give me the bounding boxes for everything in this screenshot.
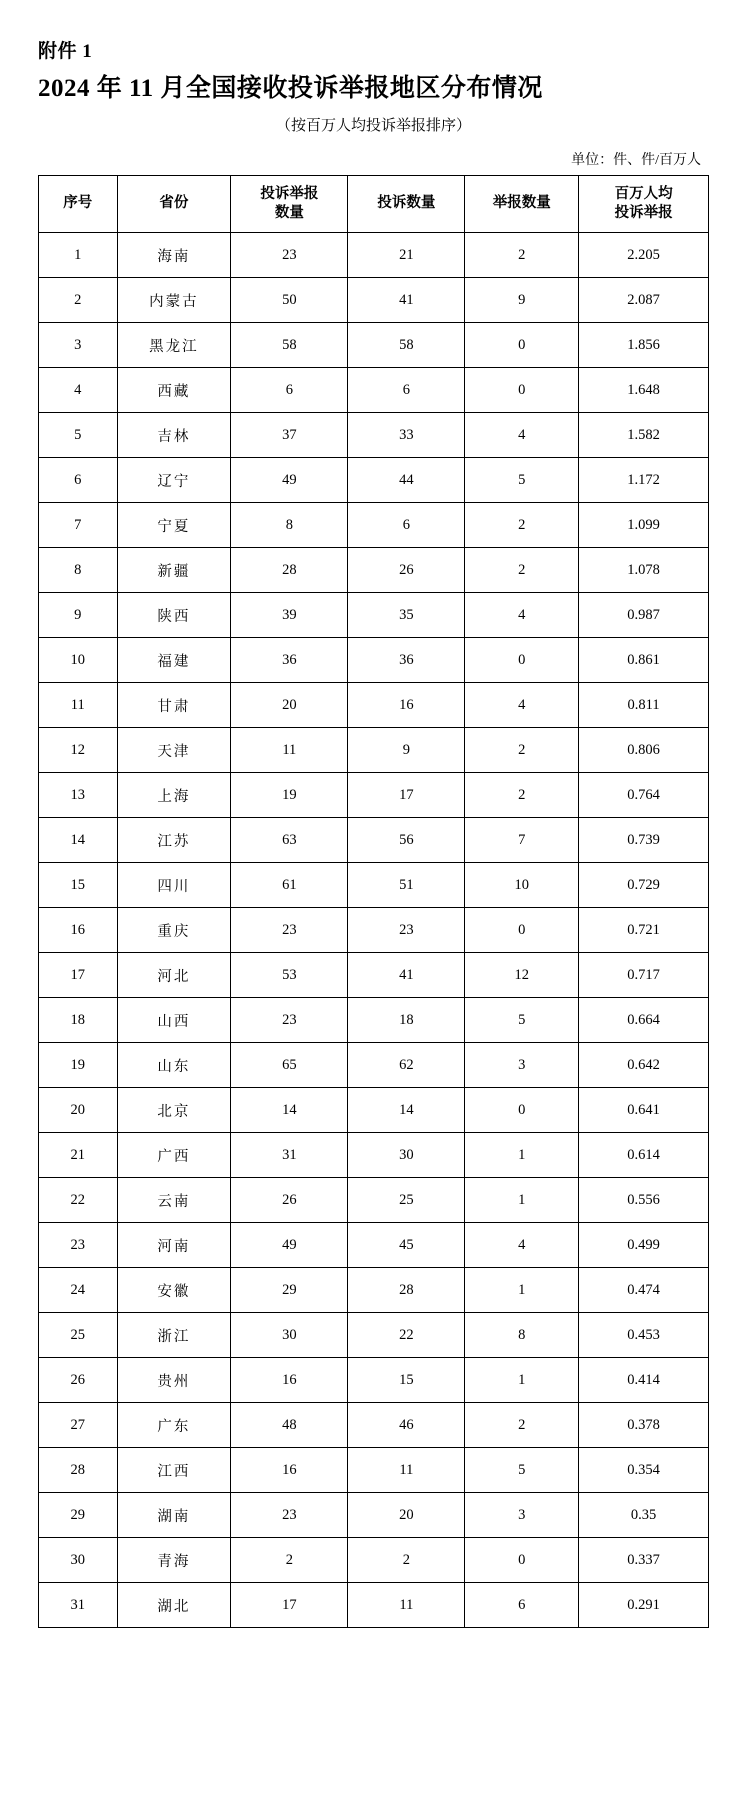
cell-complaints: 30	[348, 1133, 465, 1178]
cell-province: 湖北	[117, 1583, 231, 1628]
cell-per-million: 1.582	[579, 413, 709, 458]
cell-index: 2	[39, 278, 118, 323]
column-header-complaints: 投诉数量	[348, 176, 465, 233]
table-row	[39, 593, 709, 638]
cell-province: 陕西	[117, 593, 231, 638]
cell-province: 江西	[117, 1448, 231, 1493]
cell-complaints: 18	[348, 998, 465, 1043]
cell-per-million: 1.172	[579, 458, 709, 503]
cell-total: 2	[231, 1538, 348, 1583]
cell-complaints: 35	[348, 593, 465, 638]
cell-per-million: 1.099	[579, 503, 709, 548]
cell-index: 17	[39, 953, 118, 998]
cell-index: 6	[39, 458, 118, 503]
cell-complaints: 20	[348, 1493, 465, 1538]
cell-province: 河北	[117, 953, 231, 998]
cell-index: 18	[39, 998, 118, 1043]
cell-reports: 4	[465, 683, 579, 728]
cell-reports: 1	[465, 1268, 579, 1313]
cell-per-million: 0.474	[579, 1268, 709, 1313]
cell-per-million: 0.291	[579, 1583, 709, 1628]
table-header-row	[39, 176, 709, 233]
cell-province: 广东	[117, 1403, 231, 1448]
cell-index: 26	[39, 1358, 118, 1403]
cell-province: 福建	[117, 638, 231, 683]
cell-complaints: 22	[348, 1313, 465, 1358]
table-row	[39, 1358, 709, 1403]
table-row	[39, 1133, 709, 1178]
cell-total: 30	[231, 1313, 348, 1358]
cell-total: 26	[231, 1178, 348, 1223]
cell-total: 61	[231, 863, 348, 908]
column-header-total-line1: 投诉举报	[260, 185, 319, 202]
table-row	[39, 1178, 709, 1223]
cell-per-million: 0.861	[579, 638, 709, 683]
cell-complaints: 11	[348, 1448, 465, 1493]
table-row	[39, 998, 709, 1043]
cell-per-million: 0.739	[579, 818, 709, 863]
table-row	[39, 728, 709, 773]
cell-reports: 3	[465, 1043, 579, 1088]
cell-per-million: 0.721	[579, 908, 709, 953]
cell-index: 23	[39, 1223, 118, 1268]
cell-reports: 10	[465, 863, 579, 908]
cell-province: 海南	[117, 233, 231, 278]
cell-reports: 2	[465, 773, 579, 818]
cell-total: 58	[231, 323, 348, 368]
cell-reports: 2	[465, 728, 579, 773]
cell-province: 上海	[117, 773, 231, 818]
cell-complaints: 17	[348, 773, 465, 818]
cell-complaints: 46	[348, 1403, 465, 1448]
table-row	[39, 1583, 709, 1628]
cell-reports: 2	[465, 1403, 579, 1448]
column-header-total	[231, 176, 348, 233]
cell-reports: 5	[465, 1448, 579, 1493]
table-row	[39, 773, 709, 818]
cell-total: 23	[231, 233, 348, 278]
cell-index: 10	[39, 638, 118, 683]
cell-total: 20	[231, 683, 348, 728]
cell-per-million: 0.35	[579, 1493, 709, 1538]
column-header-reports: 举报数量	[465, 176, 579, 233]
cell-per-million: 2.087	[579, 278, 709, 323]
cell-province: 四川	[117, 863, 231, 908]
cell-reports: 2	[465, 233, 579, 278]
cell-per-million: 0.354	[579, 1448, 709, 1493]
cell-total: 49	[231, 1223, 348, 1268]
cell-complaints: 26	[348, 548, 465, 593]
cell-reports: 5	[465, 998, 579, 1043]
cell-total: 50	[231, 278, 348, 323]
cell-province: 宁夏	[117, 503, 231, 548]
cell-index: 3	[39, 323, 118, 368]
cell-reports: 3	[465, 1493, 579, 1538]
column-header-index: 序号	[39, 176, 118, 233]
cell-total: 49	[231, 458, 348, 503]
cell-province: 重庆	[117, 908, 231, 953]
cell-index: 13	[39, 773, 118, 818]
cell-total: 23	[231, 1493, 348, 1538]
table-header	[39, 176, 709, 233]
cell-total: 16	[231, 1448, 348, 1493]
cell-province: 山西	[117, 998, 231, 1043]
column-header-province: 省份	[117, 176, 231, 233]
cell-reports: 4	[465, 1223, 579, 1268]
cell-complaints: 23	[348, 908, 465, 953]
cell-per-million: 0.717	[579, 953, 709, 998]
cell-reports: 1	[465, 1133, 579, 1178]
column-header-total-line2: 数量	[274, 205, 304, 222]
cell-per-million: 0.764	[579, 773, 709, 818]
cell-per-million: 0.664	[579, 998, 709, 1043]
cell-complaints: 51	[348, 863, 465, 908]
cell-total: 6	[231, 368, 348, 413]
cell-index: 8	[39, 548, 118, 593]
cell-complaints: 36	[348, 638, 465, 683]
cell-province: 黑龙江	[117, 323, 231, 368]
cell-province: 江苏	[117, 818, 231, 863]
table-row	[39, 1493, 709, 1538]
cell-complaints: 14	[348, 1088, 465, 1133]
cell-complaints: 6	[348, 368, 465, 413]
cell-per-million: 0.806	[579, 728, 709, 773]
cell-reports: 5	[465, 458, 579, 503]
cell-reports: 2	[465, 503, 579, 548]
cell-per-million: 0.499	[579, 1223, 709, 1268]
cell-province: 内蒙古	[117, 278, 231, 323]
table-row	[39, 458, 709, 503]
cell-reports: 0	[465, 638, 579, 683]
cell-per-million: 1.078	[579, 548, 709, 593]
cell-index: 31	[39, 1583, 118, 1628]
cell-reports: 9	[465, 278, 579, 323]
cell-index: 24	[39, 1268, 118, 1313]
table-row	[39, 1403, 709, 1448]
table-row	[39, 1313, 709, 1358]
cell-total: 11	[231, 728, 348, 773]
table-row	[39, 1088, 709, 1133]
cell-reports: 4	[465, 413, 579, 458]
cell-reports: 7	[465, 818, 579, 863]
cell-index: 4	[39, 368, 118, 413]
cell-index: 14	[39, 818, 118, 863]
cell-complaints: 41	[348, 953, 465, 998]
cell-complaints: 9	[348, 728, 465, 773]
table-row	[39, 368, 709, 413]
cell-per-million: 0.729	[579, 863, 709, 908]
cell-total: 37	[231, 413, 348, 458]
cell-per-million: 1.856	[579, 323, 709, 368]
cell-complaints: 45	[348, 1223, 465, 1268]
cell-complaints: 21	[348, 233, 465, 278]
cell-per-million: 0.614	[579, 1133, 709, 1178]
cell-index: 16	[39, 908, 118, 953]
cell-per-million: 0.378	[579, 1403, 709, 1448]
cell-total: 23	[231, 908, 348, 953]
cell-index: 28	[39, 1448, 118, 1493]
page-title: 2024 年 11 月全国接收投诉举报地区分布情况	[38, 75, 543, 102]
cell-reports: 1	[465, 1178, 579, 1223]
cell-reports: 0	[465, 908, 579, 953]
column-header-per-million	[579, 176, 709, 233]
cell-total: 39	[231, 593, 348, 638]
table-row	[39, 863, 709, 908]
attachment-label: 附件 1	[38, 41, 93, 62]
cell-province: 辽宁	[117, 458, 231, 503]
table-row	[39, 1223, 709, 1268]
cell-reports: 0	[465, 1538, 579, 1583]
cell-province: 安徽	[117, 1268, 231, 1313]
cell-reports: 0	[465, 368, 579, 413]
cell-total: 36	[231, 638, 348, 683]
cell-total: 17	[231, 1583, 348, 1628]
cell-index: 21	[39, 1133, 118, 1178]
cell-per-million: 0.642	[579, 1043, 709, 1088]
cell-reports: 6	[465, 1583, 579, 1628]
cell-complaints: 16	[348, 683, 465, 728]
cell-index: 27	[39, 1403, 118, 1448]
table-row	[39, 503, 709, 548]
cell-per-million: 1.648	[579, 368, 709, 413]
cell-reports: 2	[465, 548, 579, 593]
cell-complaints: 41	[348, 278, 465, 323]
table-row	[39, 1268, 709, 1313]
table-body	[39, 233, 709, 1628]
cell-province: 山东	[117, 1043, 231, 1088]
cell-total: 28	[231, 548, 348, 593]
cell-index: 7	[39, 503, 118, 548]
cell-per-million: 0.414	[579, 1358, 709, 1403]
cell-index: 11	[39, 683, 118, 728]
table-row	[39, 1043, 709, 1088]
cell-reports: 1	[465, 1358, 579, 1403]
cell-total: 16	[231, 1358, 348, 1403]
cell-province: 北京	[117, 1088, 231, 1133]
cell-province: 贵州	[117, 1358, 231, 1403]
cell-complaints: 56	[348, 818, 465, 863]
cell-total: 65	[231, 1043, 348, 1088]
cell-index: 12	[39, 728, 118, 773]
cell-per-million: 0.987	[579, 593, 709, 638]
cell-index: 1	[39, 233, 118, 278]
table-row	[39, 323, 709, 368]
distribution-table	[38, 175, 709, 1628]
cell-complaints: 2	[348, 1538, 465, 1583]
cell-index: 9	[39, 593, 118, 638]
cell-complaints: 28	[348, 1268, 465, 1313]
cell-reports: 0	[465, 323, 579, 368]
cell-reports: 0	[465, 1088, 579, 1133]
cell-province: 吉林	[117, 413, 231, 458]
table-row	[39, 908, 709, 953]
cell-per-million: 2.205	[579, 233, 709, 278]
cell-index: 20	[39, 1088, 118, 1133]
cell-reports: 12	[465, 953, 579, 998]
cell-total: 29	[231, 1268, 348, 1313]
cell-reports: 4	[465, 593, 579, 638]
cell-index: 30	[39, 1538, 118, 1583]
column-header-per-million-line2: 投诉举报	[614, 205, 673, 222]
cell-complaints: 11	[348, 1583, 465, 1628]
unit-note: 单位：件、件/百万人	[571, 153, 701, 169]
cell-province: 甘肃	[117, 683, 231, 728]
page-subtitle: （按百万人均投诉举报排序）	[275, 118, 471, 135]
cell-total: 19	[231, 773, 348, 818]
table-row	[39, 1538, 709, 1583]
cell-complaints: 25	[348, 1178, 465, 1223]
cell-total: 53	[231, 953, 348, 998]
cell-index: 25	[39, 1313, 118, 1358]
table-row	[39, 233, 709, 278]
column-header-per-million-line1: 百万人均	[614, 185, 673, 202]
table-row	[39, 278, 709, 323]
table-row	[39, 818, 709, 863]
table-row	[39, 953, 709, 998]
cell-per-million: 0.337	[579, 1538, 709, 1583]
cell-total: 8	[231, 503, 348, 548]
table-row	[39, 413, 709, 458]
cell-province: 湖南	[117, 1493, 231, 1538]
cell-province: 广西	[117, 1133, 231, 1178]
cell-complaints: 15	[348, 1358, 465, 1403]
cell-province: 浙江	[117, 1313, 231, 1358]
cell-province: 西藏	[117, 368, 231, 413]
cell-index: 22	[39, 1178, 118, 1223]
cell-complaints: 6	[348, 503, 465, 548]
cell-complaints: 33	[348, 413, 465, 458]
table-row	[39, 548, 709, 593]
cell-index: 19	[39, 1043, 118, 1088]
cell-per-million: 0.453	[579, 1313, 709, 1358]
cell-per-million: 0.811	[579, 683, 709, 728]
cell-complaints: 62	[348, 1043, 465, 1088]
cell-total: 48	[231, 1403, 348, 1448]
cell-per-million: 0.556	[579, 1178, 709, 1223]
cell-total: 23	[231, 998, 348, 1043]
cell-index: 5	[39, 413, 118, 458]
cell-province: 云南	[117, 1178, 231, 1223]
cell-total: 63	[231, 818, 348, 863]
cell-complaints: 44	[348, 458, 465, 503]
cell-complaints: 58	[348, 323, 465, 368]
cell-province: 青海	[117, 1538, 231, 1583]
cell-province: 新疆	[117, 548, 231, 593]
cell-total: 14	[231, 1088, 348, 1133]
cell-reports: 8	[465, 1313, 579, 1358]
cell-province: 河南	[117, 1223, 231, 1268]
table-row	[39, 638, 709, 683]
table-row	[39, 683, 709, 728]
cell-index: 29	[39, 1493, 118, 1538]
cell-total: 31	[231, 1133, 348, 1178]
cell-index: 15	[39, 863, 118, 908]
cell-province: 天津	[117, 728, 231, 773]
table-row	[39, 1448, 709, 1493]
cell-per-million: 0.641	[579, 1088, 709, 1133]
